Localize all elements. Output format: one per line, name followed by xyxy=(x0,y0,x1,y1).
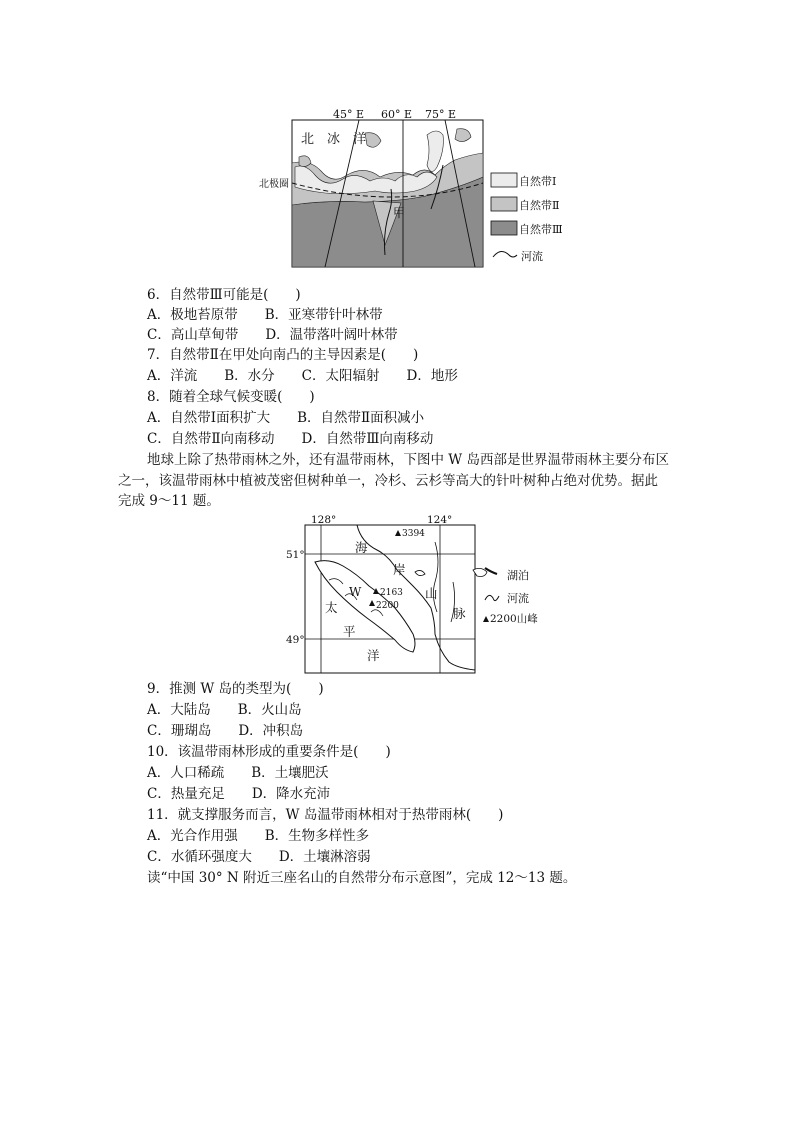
intro-line: 完成 9～11 题。 xyxy=(118,493,220,509)
question-10-options-row2: C．热量充足 D．降水充沛 xyxy=(147,786,331,802)
water-char-tai: 太 xyxy=(325,600,338,615)
closing-instruction: 读“中国 30° N 附近三座名山的自然带分布示意图”，完成 12～13 题。 xyxy=(147,870,577,886)
ocean-char: 北 xyxy=(301,132,315,147)
question-6-stem: 6．自然带Ⅲ可能是( ) xyxy=(147,287,301,303)
legend-label-river: 河流 xyxy=(521,250,543,263)
intro-line: 地球上除了热带雨林之外，还有温带雨林，下图中 W 岛西部是世界温带雨林主要分布区 xyxy=(147,452,669,468)
legend-river-symbol xyxy=(485,595,499,600)
lon-label-124: 124° xyxy=(427,514,453,526)
question-8-options-row1: A．自然带Ⅰ面积扩大 B．自然带Ⅱ面积减小 xyxy=(147,410,425,426)
question-11-options-row1: A．光合作用强 B．生物多样性多 xyxy=(147,828,370,844)
question-9-stem: 9．推测 W 岛的类型为( ) xyxy=(147,681,324,697)
intro-paragraph xyxy=(118,450,678,512)
peak-label-3394: 3394 xyxy=(402,529,425,539)
legend-swatch-zone-iii xyxy=(491,221,517,235)
natural-zone-map xyxy=(255,105,563,270)
question-11-stem: 11．就支撑服务而言，W 岛温带雨林相对于热带雨林( ) xyxy=(147,807,504,823)
intro-line: 之一，该温带雨林中植被茂密但树种单一，冷杉、云杉等高大的针叶树种占绝对优势。据此 xyxy=(118,472,658,489)
island-label-w: W xyxy=(349,585,362,599)
range-char-mai: 脉 xyxy=(453,606,466,621)
lat-label-51: 51° xyxy=(286,549,305,561)
legend-label-river: 河流 xyxy=(507,592,529,605)
lon-label-60e: 60° E xyxy=(381,108,413,121)
legend-swatch-zone-i xyxy=(491,173,517,187)
lon-label-128: 128° xyxy=(311,514,337,526)
legend-peak-symbol xyxy=(483,616,489,622)
question-7-stem: 7．自然带Ⅱ在甲处向南凸的主导因素是( ) xyxy=(147,347,419,363)
point-jia-label: 甲 xyxy=(393,206,406,220)
legend-label-lake: 湖泊 xyxy=(507,569,529,582)
water-char-hai: 海 xyxy=(355,540,368,555)
question-9-options-row1: A．大陆岛 B．火山岛 xyxy=(147,702,302,718)
legend-label-zone-i: 自然带Ⅰ xyxy=(519,175,557,188)
water-char-an: 岸 xyxy=(393,562,406,577)
w-island-map xyxy=(285,512,545,680)
water-char-ping: 平 xyxy=(343,624,356,639)
peak-label-2200: 2200 xyxy=(376,601,399,611)
ocean-char: 冰 xyxy=(327,132,341,147)
legend-label-zone-ii: 自然带Ⅱ xyxy=(519,199,560,212)
legend-river-symbol xyxy=(493,251,517,257)
question-11-options-row2: C．水循环强度大 D．土壤淋溶弱 xyxy=(147,849,371,865)
legend-label-zone-iii: 自然带Ⅲ xyxy=(519,223,563,236)
peak-label-2163: 2163 xyxy=(380,588,403,598)
lon-label-75e: 75° E xyxy=(425,108,457,121)
legend-swatch-zone-ii xyxy=(491,197,517,211)
legend-label-peak: 2200山峰 xyxy=(490,613,538,625)
range-char-shan: 山 xyxy=(425,586,438,601)
lat-label-49: 49° xyxy=(286,634,305,646)
question-10-options-row1: A．人口稀疏 B．土壤肥沃 xyxy=(147,765,329,781)
question-7-options: A．洋流 B．水分 C．太阳辐射 D．地形 xyxy=(147,368,458,384)
question-8-options-row2: C．自然带Ⅱ向南移动 D．自然带Ⅲ向南移动 xyxy=(147,431,434,447)
question-9-options-row2: C．珊瑚岛 D．冲积岛 xyxy=(147,723,304,739)
arctic-circle-label: 北极圈 xyxy=(259,179,289,190)
ocean-char: 洋 xyxy=(353,132,367,147)
question-6-options-row1: A．极地苔原带 B．亚寒带针叶林带 xyxy=(147,307,383,323)
lon-label-45e: 45° E xyxy=(333,108,365,121)
question-8-stem: 8．随着全球气候变暖( ) xyxy=(147,389,315,405)
water-char-yang: 洋 xyxy=(367,648,380,663)
question-10-stem: 10．该温带雨林形成的重要条件是( ) xyxy=(147,744,391,760)
question-6-options-row2: C．高山草甸带 D．温带落叶阔叶林带 xyxy=(147,327,398,343)
